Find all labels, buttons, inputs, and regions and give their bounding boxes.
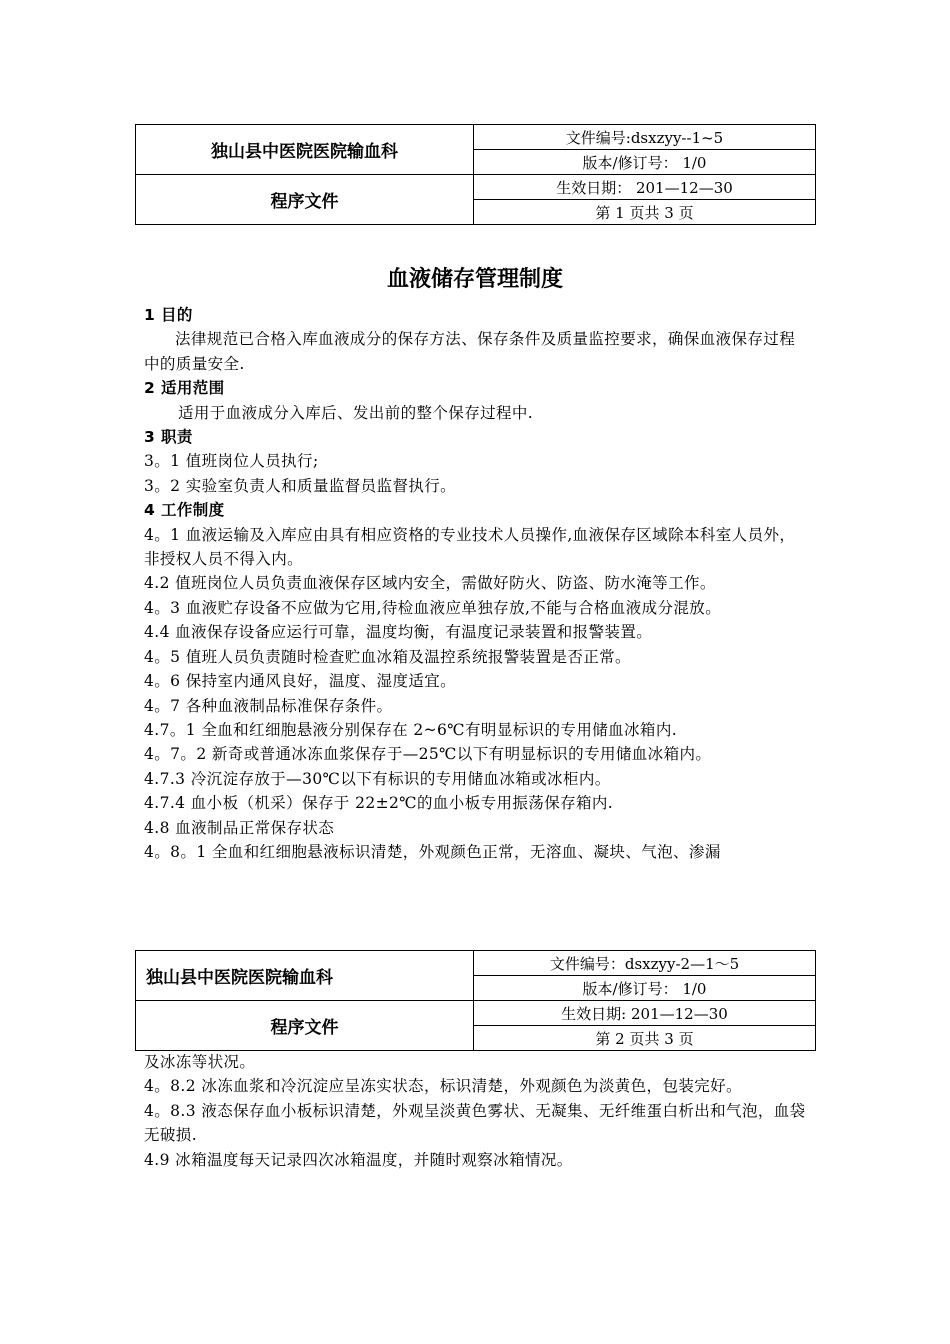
paragraph: 4.2 值班岗位人员负责血液保存区域内安全，需做好防火、防盗、防水淹等工作。 — [144, 574, 716, 593]
paragraph: 4.7.3 冷沉淀存放于—30℃以下有标识的专用储血冰箱或冰柜内。 — [144, 769, 611, 788]
paragraph: 适用于血液成分入库后、发出前的整个保存过程中. — [178, 403, 534, 422]
paragraph: 4.7。1 全血和红细胞悬液分别保存在 2~6℃有明显标识的专用储血冰箱内. — [144, 720, 678, 739]
paragraph: 3。1 值班岗位人员执行; — [144, 452, 319, 471]
header-version: 版本/修订号： 1/0 — [474, 976, 816, 1001]
header-doc-type: 程序文件 — [136, 175, 474, 225]
section-heading: 4 工作制度 — [144, 501, 225, 520]
paragraph: 4。8.2 冰冻血浆和冷沉淀应呈冻实状态，标识清楚，外观颜色为淡黄色，包装完好。 — [144, 1077, 742, 1096]
header-page-number: 第 2 页共 3 页 — [474, 1026, 816, 1051]
header-version: 版本/修订号： 1/0 — [474, 150, 816, 175]
header-org-name: 独山县中医院医院输血科 — [136, 951, 474, 1001]
document-body-page1 — [144, 303, 810, 864]
header-effective-date: 生效日期: 201—12—30 — [474, 1001, 816, 1026]
paragraph: 4。5 值班人员负责随时检查贮血冰箱及温控系统报警装置是否正常。 — [144, 647, 631, 666]
header-doc-number: 文件编号：dsxzyy-2—1～5 — [474, 951, 816, 976]
paragraph: 4。8。1 全血和红细胞悬液标识清楚，外观颜色正常，无溶血、凝块、气泡、渗漏 — [144, 842, 721, 861]
paragraph: 4。8.3 液态保存血小板标识清楚，外观呈淡黄色雾状、无凝集、无纤维蛋白析出和气泡，血袋无破损. — [144, 1101, 806, 1145]
paragraph: 4。1 血液运输及入库应由具有相应资格的专业技术人员操作,血液保存区域除本科室人员外，非授权人员不得入内。 — [144, 525, 796, 569]
document-body-page2 — [144, 1050, 810, 1172]
paragraph: 4。6 保持室内通风良好，温度、湿度适宜。 — [144, 672, 457, 691]
paragraph: 3。2 实验室负责人和质量监督员监督执行。 — [144, 476, 457, 495]
paragraph: 4。7 各种血液制品标准保存条件。 — [144, 696, 393, 715]
header-doc-number: 文件编号:dsxzyy--1~5 — [474, 125, 816, 150]
document-title: 血液储存管理制度 — [386, 267, 563, 292]
section-heading: 3 职责 — [144, 428, 193, 447]
header-doc-type: 程序文件 — [136, 1001, 474, 1051]
document-header-table — [135, 124, 816, 225]
paragraph: 4。7。2 新奇或普通冰冻血浆保存于—25℃以下有明显标识的专用储血冰箱内。 — [144, 745, 712, 764]
section-heading: 2 适用范围 — [144, 379, 225, 398]
header-page-number: 第 1 页共 3 页 — [474, 200, 816, 225]
paragraph: 4.9 冰箱温度每天记录四次冰箱温度，并随时观察冰箱情况。 — [144, 1150, 573, 1169]
paragraph: 法律规范已合格入库血液成分的保存方法、保存条件及质量监控要求，确保血液保存过程中的质量安全. — [144, 330, 796, 373]
paragraph: 4.7.4 血小板（机采）保存于 22±2℃的血小板专用振荡保存箱内. — [144, 794, 614, 813]
header-effective-date: 生效日期： 201—12—30 — [474, 175, 816, 200]
section-heading: 1 目的 — [144, 306, 193, 324]
header-org-name: 独山县中医院医院输血科 — [136, 125, 474, 175]
paragraph: 4.4 血液保存设备应运行可靠，温度均衡，有温度记录装置和报警装置。 — [144, 623, 653, 642]
document-header-table-page2 — [135, 950, 816, 1051]
paragraph: 4。3 血液贮存设备不应做为它用,待检血液应单独存放,不能与合格血液成分混放。 — [144, 598, 722, 617]
paragraph: 及冰冻等状况。 — [144, 1053, 256, 1071]
paragraph: 4.8 血液制品正常保存状态 — [144, 818, 335, 837]
